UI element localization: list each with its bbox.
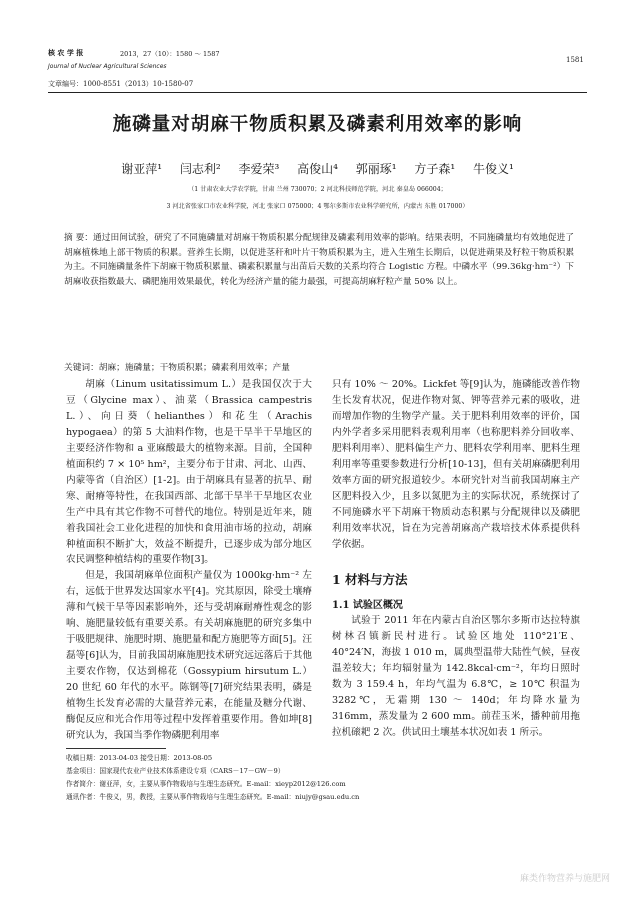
article-number: 文章编号：1000-8551（2013）10-1580-07 [48,80,194,88]
author-list: 谢亚萍¹ 闫志利² 李爱荣³ 高俊山⁴ 郭丽琢¹ 方子森¹ 牛俊义¹ [121,162,514,176]
journal-issue-info: 2013，27（10）：1580 ～ 1587 [120,50,220,58]
footnote-author: 作者简介：谢亚萍，女，主要从事作物栽培与生理生态研究。E-mail：xieyp2012@126.com [66,780,346,788]
body-paragraph: 但是，我国胡麻单位面积产量仅为 1000kg·hm⁻² 左右，远低于世界发达国家水平[4]。究其原因，除受土壤瘠薄和气候干旱等因素影响外，还与受胡麻耐瘠性观念的影响、施肥量较低有重要关系。有关胡麻施肥的研究多集中于吸肥规律、施肥时期、施肥量和配方施肥等方面[5]。汪磊等[6]认为，目前我国胡麻施肥技术研究远远落后于其他主要农作物，仅达到棉花（Gossypium hirsutum L.）20 世纪 60 年代的水平。陈钢等[7]研究结果表明，磷是植物生长发育必需的大量营养元素，在能量及糖分代谢、酶促反应和光合作用等过程中发挥着重要作用。鲁如坤[8]研究认为，我国当季作物磷肥利用率 [66,570,312,741]
watermark: 麻类作物营养与施肥网 [520,874,611,884]
header-rule [48,92,587,93]
section-heading: 1 材料与方法 [332,572,408,587]
footnote-corresponding: 通讯作者：牛俊义，男，教授，主要从事作物栽培与生理生态研究。E-mail：niujy@gsau.edu.cn [66,793,360,801]
page-number: 1581 [566,56,584,64]
body-paragraph: 胡麻（Linum usitatissimum L.）是我国仅次于大豆（Glycine max）、油菜（Brassica campestris L.）、向日葵（helianthes）和花生（Arachis hypogaea）的第 5 大油料作物，也是干旱半干旱地区的主要经济作物和 a 亚麻酸最大的植物来源。目前，全国种植面积约 7 × 10⁵ hm²，主要分布于甘肃、河北、山西、内蒙等省（自治区）[1-2]。由于胡麻具有显著的抗旱、耐寒、耐瘠等特性，在我国西部、北部干旱半干旱地区农业生产中具有其它作物不可替代的地位。特别是近年来，随着我国社会工业化进程的加快和食用油市场的拉动，胡麻种植面积不断扩大，效益不断提升，已逐步成为部分地区农民调整种植结构的重要作物[3]。 [66,379,312,566]
right-column-methods [332,613,580,741]
paper-title: 施磷量对胡麻干物质积累及磷素利用效率的影响 [112,114,523,135]
footnote-dates: 收稿日期：2013-04-03 接受日期：2013-08-05 [66,754,213,762]
right-column-intro [332,377,580,552]
journal-name: 核 农 学 报 [48,48,84,57]
body-paragraph: 试验于 2011 年在内蒙古自治区鄂尔多斯市达拉特旗树林召镇新民村进行。试验区地处 110°21′E、40°24′N，海拔 1 010 m，属典型温带大陆性气候，昼夜温差较大；年均辐射量为 142.8kcal·cm⁻²，年均日照时数为 3 159.4 h，年均气温为 6.8℃，≥ 10℃ 积温为 3282℃，无霜期 130 ～ 140d；年均降水量为 316mm，蒸发量为 2 600 mm。前茬玉米，播种前用拖拉机磙耙 2 次。供试田土壤基本状况如表 1 所示。 [332,615,580,738]
subsection-heading: 1.1 试验区概况 [332,600,403,611]
footnote-funding: 基金项目：国家现代农业产业技术体系建设专项（CARS－17－GW－9） [66,767,285,775]
affiliation-line-2: 3 河北省张家口市农业科学院，河北 张家口 075000；4 鄂尔多斯市农业科学研究所，内蒙古 东胜 017000） [166,203,469,210]
affiliation-line-1: （1 甘肃农业大学农学院，甘肃 兰州 730070；2 河北科技师范学院，河北 秦皇岛 066004； [188,186,447,193]
journal-name-english: Journal of Nuclear Agricultural Sciences [48,63,167,70]
left-column [66,377,312,744]
footnote-rule [66,748,166,749]
keywords: 关键词：胡麻；施磷量；干物质积累；磷素利用效率；产量 [64,363,290,373]
body-paragraph: 只有 10% ～ 20%。Lickfet 等[9]认为，施磷能改善作物生长发育状况，促进作物对氮、钾等营养元素的吸收，进而增加作物的生物学产量。关于肥料利用效率的评价，国内外学者多采用肥料表观利用率（也称肥料养分回收率、肥料利用率）、肥料偏生产力、肥料农学利用率、肥料生理利用率等重要参数进行分析[10-13]，但有关胡麻磷肥利用效率方面的研究报道较少。本研究针对当前我国胡麻主产区肥料投入少，且多以氮肥为主的实际状况，系统探讨了不同施磷水平下胡麻干物质动态积累与分配规律以及磷肥利用效率状况，旨在为完善胡麻高产栽培技术体系提供科学依据。 [332,379,580,550]
abstract: 摘 要：通过田间试验，研究了不同施磷量对胡麻干物质积累分配规律及磷素利用效率的影响。结果表明，不同施磷量均有效地促进了胡麻植株地上部干物质的积累。营养生长期，以促进茎秆和叶片干物质积累为主，进入生殖生长期后，以促进蒴果及籽粒干物质积累为主。不同施磷量条件下胡麻干物质积累量、磷素积累量与出苗后天数的关系均符合 Logistic 方程。中磷水平（99.36kg·hm⁻²）下胡麻收获指数最大、磷肥施用效果最优，转化为经济产量的能力最强，可提高胡麻籽粒产量 50% 以上。 [64,233,574,287]
